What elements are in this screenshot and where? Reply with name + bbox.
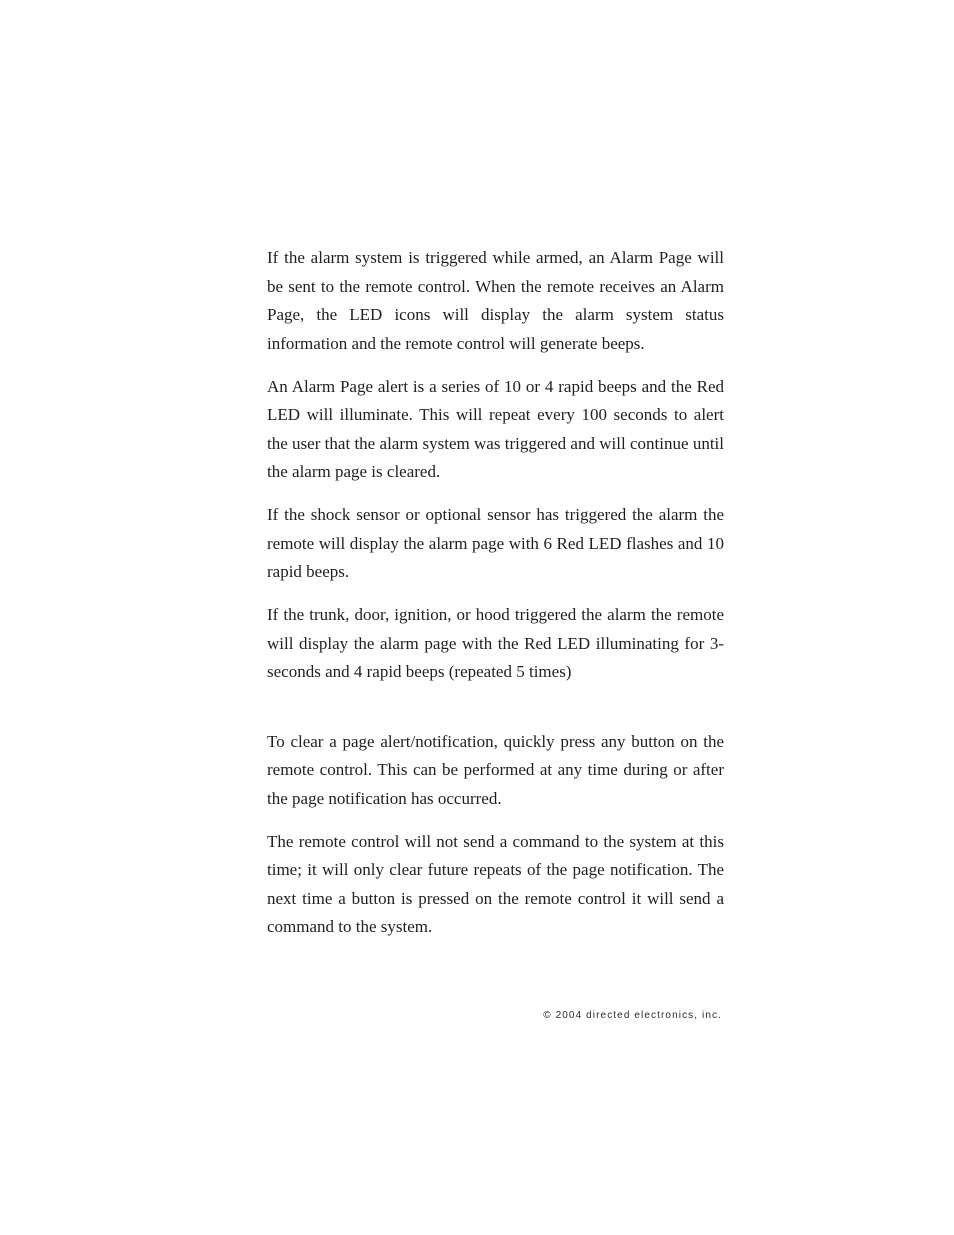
paragraph-clear-page: To clear a page alert/notification, quickly press any button on the remote control. This can be performed at any time during or after the page notification has occurred. bbox=[267, 731, 724, 808]
paragraph-trunk-door-trigger: If the trunk, door, ignition, or hood triggered the alarm the remote will display the alarm page with the Red LED illuminating for 3-seconds and 4 rapid beeps (repeated 5 times) bbox=[267, 605, 724, 681]
paragraph-shock-sensor: If the shock sensor or optional sensor has triggered the alarm the remote will display the alarm page with 6 Red LED flashes and 10 rapid beeps. bbox=[267, 505, 724, 581]
paragraph-alarm-page-intro: If the alarm system is triggered while armed, an Alarm Page will be sent to the remote control. When the remote receives an Alarm Page, the LED icons will display the alarm system status information and the remote control will generate beeps. bbox=[267, 248, 724, 353]
paragraph-clear-page-note: The remote control will not send a command to the system at this time; it will only clear future repeats of the page notification. The next time a button is pressed on the remote control it will send a command to the system. bbox=[267, 831, 724, 936]
paragraph-alarm-page-alert: An Alarm Page alert is a series of 10 or 4 rapid beeps and the Red LED will illuminate. This will repeat every 100 seconds to alert the user that the alarm system was triggered and will continue until the alarm page is cleared. bbox=[267, 376, 724, 481]
copyright-footer: © 2004 directed electronics, inc. bbox=[543, 1010, 722, 1021]
body-text bbox=[267, 244, 724, 956]
